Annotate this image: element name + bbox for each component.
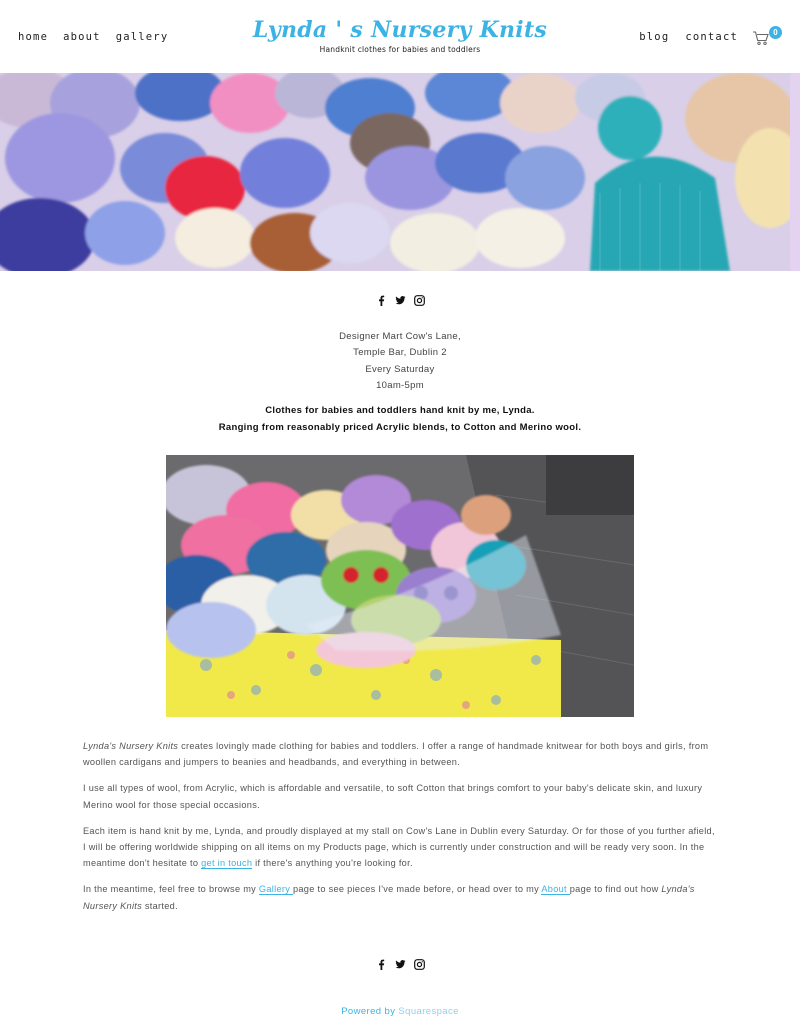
- nav-blog[interactable]: blog: [639, 31, 670, 43]
- facebook-icon[interactable]: [376, 955, 387, 966]
- knitted-hats-stall-photo: [166, 455, 634, 717]
- facebook-icon[interactable]: [376, 291, 387, 302]
- address-line-1: Designer Mart Cow's Lane,: [339, 331, 461, 342]
- social-links-bottom: [0, 955, 800, 966]
- gallery-link[interactable]: Gallery: [258, 884, 293, 895]
- intro-text: [83, 738, 719, 924]
- nav-about[interactable]: about: [63, 31, 101, 43]
- logo-subtitle: Handknit clothes for babies and toddlers: [319, 45, 481, 54]
- twitter-icon[interactable]: [395, 955, 406, 966]
- brand-name: Lynda's Nursery Knits: [83, 741, 179, 751]
- hero-banner-image: [0, 73, 790, 271]
- cart-button[interactable]: [752, 28, 782, 48]
- nav-gallery[interactable]: gallery: [115, 31, 169, 43]
- instagram-icon[interactable]: [414, 291, 425, 302]
- powered-by-label: Powered by: [341, 1006, 399, 1017]
- site-footer: [0, 1006, 800, 1017]
- stall-photo: [166, 455, 634, 717]
- intro-paragraph-4-end: started.: [142, 900, 178, 911]
- intro-paragraph-3-text: Each item is hand knit by me, Lynda, and proudly displayed at my stall on Cow's Lane in Dublin every Saturday. Or for those of you further afield, I will be offering worldwide shipping on all items on my Products page, which is currently under construction and will be ready very soon. In the meantime don't hesitate to: [83, 825, 715, 869]
- about-link[interactable]: About: [541, 884, 570, 895]
- nav-home[interactable]: home: [18, 31, 49, 43]
- tagline-line-1: Clothes for babies and toddlers hand knit by me, Lynda.: [265, 405, 535, 416]
- main-nav-right: [639, 31, 738, 43]
- instagram-icon[interactable]: [414, 955, 425, 966]
- address-line-4: 10am-5pm: [376, 379, 424, 391]
- nav-contact[interactable]: contact: [685, 31, 738, 43]
- stall-address: [0, 329, 800, 394]
- cart-count-badge: 0: [769, 26, 782, 39]
- intro-paragraph-4-text-2: page to find out how: [569, 884, 662, 895]
- knitted-booties-photo: [0, 73, 790, 271]
- twitter-icon[interactable]: [395, 291, 406, 302]
- shopping-cart-icon: [752, 30, 770, 46]
- intro-paragraph-3: [83, 823, 719, 872]
- banner-edge-strip: [790, 73, 800, 271]
- address-line-3: Every Saturday: [365, 363, 435, 375]
- social-links-top: [0, 291, 800, 302]
- tagline-line-2: Ranging from reasonably priced Acrylic blends, to Cotton and Merino wool.: [218, 421, 582, 433]
- logo-title[interactable]: Lynda ' s Nursery Knits: [252, 17, 548, 43]
- intro-paragraph-1: [83, 738, 719, 770]
- intro-paragraph-4-text: In the meantime, feel free to browse my: [83, 884, 259, 895]
- brand-name: Lynda's Nursery Knits: [83, 884, 695, 911]
- intro-paragraph-4-middle: page to see pieces I've made before, or head over to my: [292, 884, 542, 895]
- squarespace-link[interactable]: Squarespace: [398, 1006, 459, 1017]
- get-in-touch-link[interactable]: get in touch: [201, 858, 253, 869]
- intro-paragraph-1-text: creates lovingly made clothing for babies and toddlers. I offer a range of handmade knitwear for both boys and girls, from woollen cardigans and jumpers to beanies and headbands, and everything in between.: [83, 741, 709, 768]
- site-header: [0, 0, 800, 73]
- intro-paragraph-2: I use all types of wool, from Acrylic, which is affordable and versatile, to soft Cotton that brings comfort to your baby's delicate skin, and luxury Merino wool for those special occasions.: [83, 783, 703, 810]
- intro-paragraph-4: [83, 881, 719, 913]
- intro-paragraph-3-end: if there's anything you're looking for.: [252, 858, 413, 869]
- address-line-2: Temple Bar, Dublin 2: [353, 347, 447, 359]
- tagline: [0, 403, 800, 436]
